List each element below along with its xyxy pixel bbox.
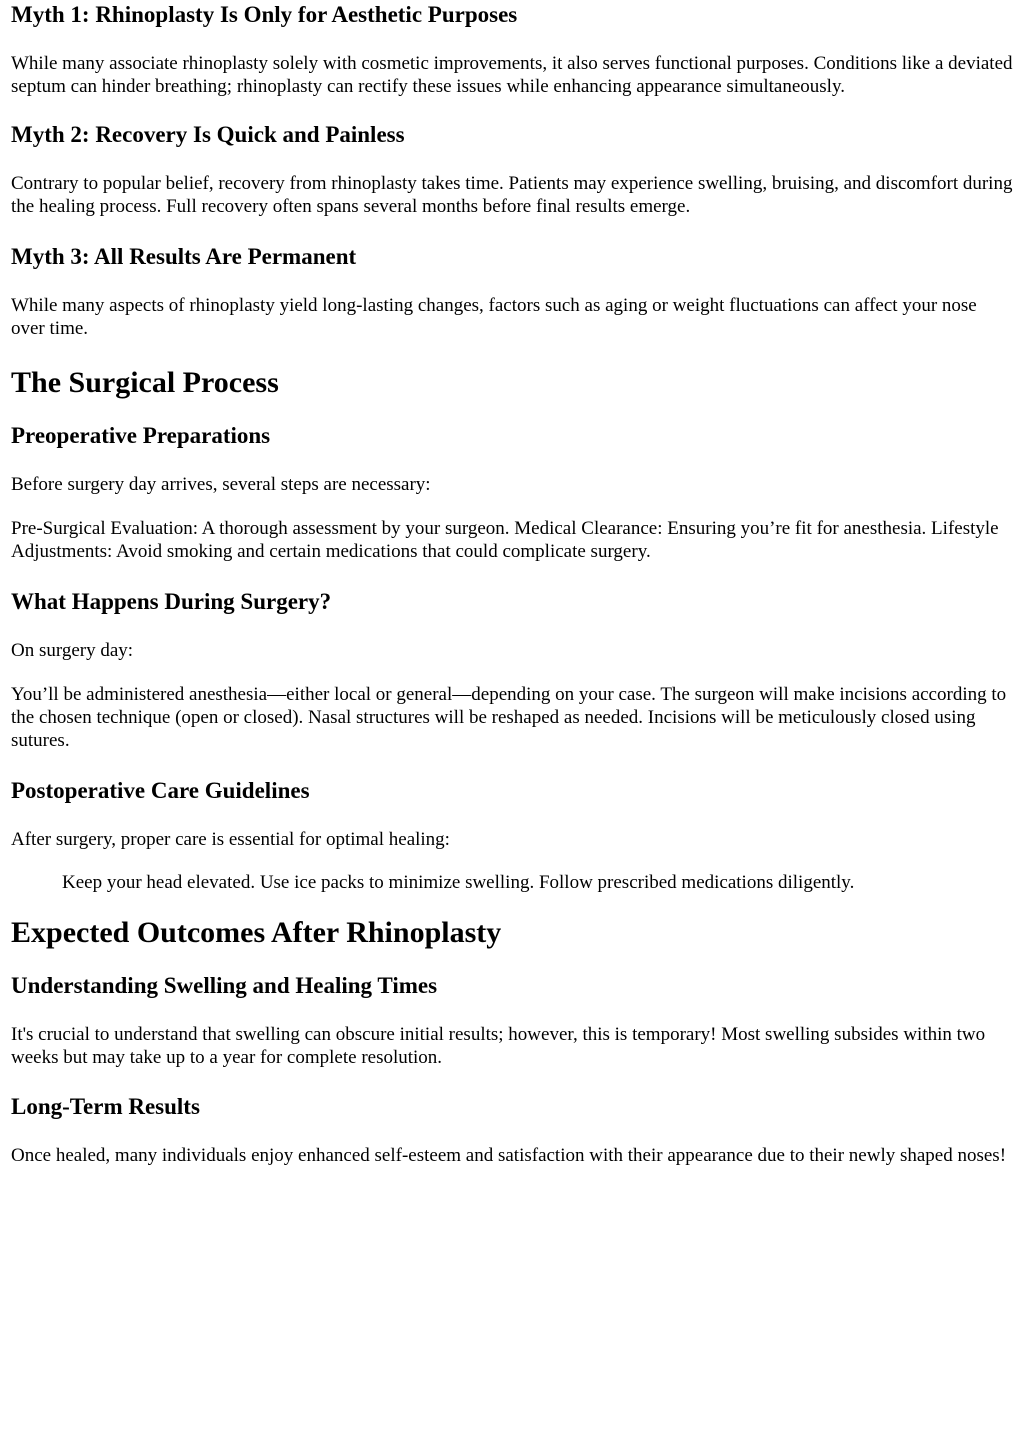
article <box>0 1 1024 1167</box>
myth2-heading: Myth 2: Recovery Is Quick and Painless <box>11 122 405 147</box>
myth3-heading: Myth 3: All Results Are Permanent <box>11 244 357 269</box>
postop-steps: Keep your head elevated. Use ice packs to minimize swelling. Follow prescribed medications diligently. <box>62 872 855 893</box>
postop-intro: After surgery, proper care is essential for optimal healing: <box>11 829 450 850</box>
preop-intro: Before surgery day arrives, several steps are necessary: <box>11 474 431 495</box>
myth1-heading: Myth 1: Rhinoplasty Is Only for Aesthetic Purposes <box>11 2 518 27</box>
longterm-paragraph: Once healed, many individuals enjoy enhanced self-esteem and satisfaction with their appearance due to their newly shaped noses! <box>11 1145 1007 1166</box>
swelling-heading: Understanding Swelling and Healing Times <box>11 973 438 998</box>
myth1-paragraph: While many associate rhinoplasty solely with cosmetic improvements, it also serves functional purposes. Conditions like a deviated septum can hinder breathing; rhinoplasty can rectify these issues while enhancing appearance simultaneously. <box>11 53 1013 97</box>
postop-heading: Postoperative Care Guidelines <box>11 778 310 803</box>
during-surgery-heading: What Happens During Surgery? <box>11 589 332 614</box>
swelling-paragraph: It's crucial to understand that swelling can obscure initial results; however, this is temporary! Most swelling subsides within two weeks but may take up to a year for complete resolution. <box>11 1024 986 1068</box>
preop-steps: Pre-Surgical Evaluation: A thorough assessment by your surgeon. Medical Clearance: Ensuring you’re fit for anesthesia. Lifestyle Adjustments: Avoid smoking and certain medications that could complicate surgery. <box>11 518 999 562</box>
during-surgery-intro: On surgery day: <box>11 640 134 661</box>
surgical-process-heading: The Surgical Process <box>11 366 279 399</box>
myth2-paragraph: Contrary to popular belief, recovery from rhinoplasty takes time. Patients may experience swelling, bruising, and discomfort during the healing process. Full recovery often spans several months before final results emerge. <box>11 173 1013 217</box>
during-surgery-steps: You’ll be administered anesthesia—either local or general—depending on your case. The surgeon will make incisions according to the chosen technique (open or closed). Nasal structures will be reshaped as needed. Incisions will be meticulously closed using sutures. <box>11 684 1007 751</box>
outcomes-heading: Expected Outcomes After Rhinoplasty <box>11 916 502 949</box>
preop-heading: Preoperative Preparations <box>11 423 271 448</box>
myth3-paragraph: While many aspects of rhinoplasty yield long-lasting changes, factors such as aging or weight fluctuations can affect your nose over time. <box>11 295 977 339</box>
longterm-heading: Long-Term Results <box>11 1094 200 1119</box>
